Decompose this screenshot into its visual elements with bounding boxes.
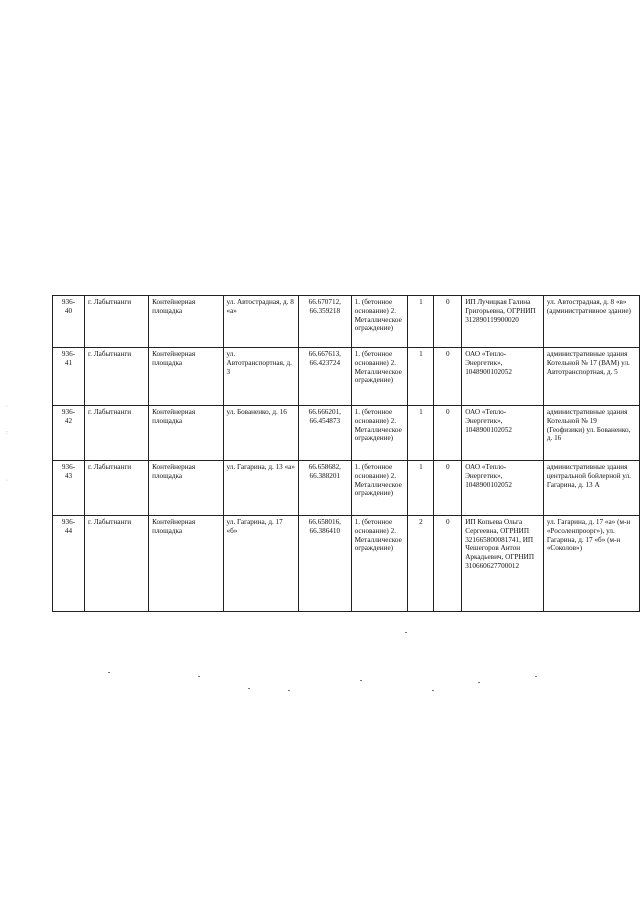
owner-cell: ОАО «Тепло-Энергетик», 1048900102052	[462, 406, 544, 461]
description-cell: 1. (бетонное основание) 2. Металлическое ограждение)	[351, 516, 408, 612]
row-number: 936- 40	[53, 296, 85, 348]
city-cell: г. Лабытнанги	[85, 348, 149, 406]
scan-speck	[360, 680, 362, 681]
description-cell: 1. (бетонное основание) 2. Металлическое ограждение)	[351, 406, 408, 461]
planned-count-cell: 0	[434, 516, 462, 612]
row-number: 936- 42	[53, 406, 85, 461]
city-cell: г. Лабытнанги	[85, 516, 149, 612]
waste-source-cell: ул. Гагарина, д. 17 «а» (м-н «Росоленпроорг»), ул. Гагарина, д. 17 «б» (м-н «Соколов»)	[543, 516, 639, 612]
description-cell: 1. (бетонное основание) 2. Металлическое ограждение)	[351, 461, 408, 516]
waste-source-cell: административные здания Котельной № 19 (Геофизики) ул. Бованенко, д. 16	[543, 406, 639, 461]
waste-source-cell: ул. Автострадная, д. 8 «в» (административное здание)	[543, 296, 639, 348]
scan-speck	[248, 688, 250, 689]
description-cell: 1. (бетонное основание) 2. Металлическое ограждение)	[351, 296, 408, 348]
owner-cell: ИП Копьева Ольга Сергеевна, ОГРНИП 321665800081741, ИП Чешегоров Антон Аркадьевич, ОГРНИП 310660627700012	[462, 516, 544, 612]
waste-source-cell: административные здания центральной бойлерной ул. Гагарина, д. 13 А	[543, 461, 639, 516]
address-cell: ул. Автотранспортная, д. 3	[223, 348, 298, 406]
waste-sites-table	[52, 295, 640, 612]
row-number: 936- 43	[53, 461, 85, 516]
site-type-cell: Контейнерная площадка	[149, 296, 223, 348]
address-cell: ул. Автострадная, д. 8 «а»	[223, 296, 298, 348]
planned-count-cell: 0	[434, 348, 462, 406]
site-type-cell: Контейнерная площадка	[149, 406, 223, 461]
site-type-cell: Контейнерная площадка	[149, 348, 223, 406]
coordinates-cell: 66.670712, 66.359218	[298, 296, 351, 348]
planned-count-cell: 0	[434, 461, 462, 516]
row-number: 936- 44	[53, 516, 85, 612]
site-type-cell: Контейнерная площадка	[149, 516, 223, 612]
margin-mark: :	[6, 430, 8, 436]
coordinates-cell: 66.667613, 66.423724	[298, 348, 351, 406]
margin-mark: ·	[6, 478, 8, 484]
scan-speck	[478, 682, 480, 683]
table-row	[53, 348, 640, 406]
description-cell: 1. (бетонное основание) 2. Металлическое ограждение)	[351, 348, 408, 406]
coordinates-cell: 66.658682, 66.388201	[298, 461, 351, 516]
coordinates-cell: 66.666201, 66.454873	[298, 406, 351, 461]
container-count-cell: 1	[408, 406, 434, 461]
coordinates-cell: 66.658016, 66.386410	[298, 516, 351, 612]
container-count-cell: 1	[408, 348, 434, 406]
address-cell: ул. Бованенко, д. 16	[223, 406, 298, 461]
scan-speck	[108, 672, 110, 673]
table-row	[53, 296, 640, 348]
table-row	[53, 516, 640, 612]
site-type-cell: Контейнерная площадка	[149, 461, 223, 516]
scan-speck	[288, 690, 290, 691]
address-cell: ул. Гагарина, д. 13 «а»	[223, 461, 298, 516]
table-row	[53, 406, 640, 461]
scan-speck	[535, 676, 537, 677]
scan-speck	[432, 690, 434, 691]
city-cell: г. Лабытнанги	[85, 406, 149, 461]
waste-source-cell: административные здания Котельной № 17 (ВАМ) ул. Автотранспортная, д. 5	[543, 348, 639, 406]
city-cell: г. Лабытнанги	[85, 296, 149, 348]
container-count-cell: 1	[408, 461, 434, 516]
owner-cell: ОАО «Тепло-Энергетик», 1048900102052	[462, 348, 544, 406]
address-cell: ул. Гагарина, д. 17 «б»	[223, 516, 298, 612]
planned-count-cell: 0	[434, 406, 462, 461]
scan-speck	[198, 676, 200, 677]
container-count-cell: 2	[408, 516, 434, 612]
row-number: 936- 41	[53, 348, 85, 406]
city-cell: г. Лабытнанги	[85, 461, 149, 516]
owner-cell: ОАО «Тепло-Энергетик», 1048900102052	[462, 461, 544, 516]
planned-count-cell: 0	[434, 296, 462, 348]
owner-cell: ИП Лучицкая Галина Григорьевна, ОГРНИП 312890119900020	[462, 296, 544, 348]
margin-mark: ·	[6, 404, 8, 410]
table-row	[53, 461, 640, 516]
container-count-cell: 1	[408, 296, 434, 348]
scan-speck	[405, 632, 407, 633]
